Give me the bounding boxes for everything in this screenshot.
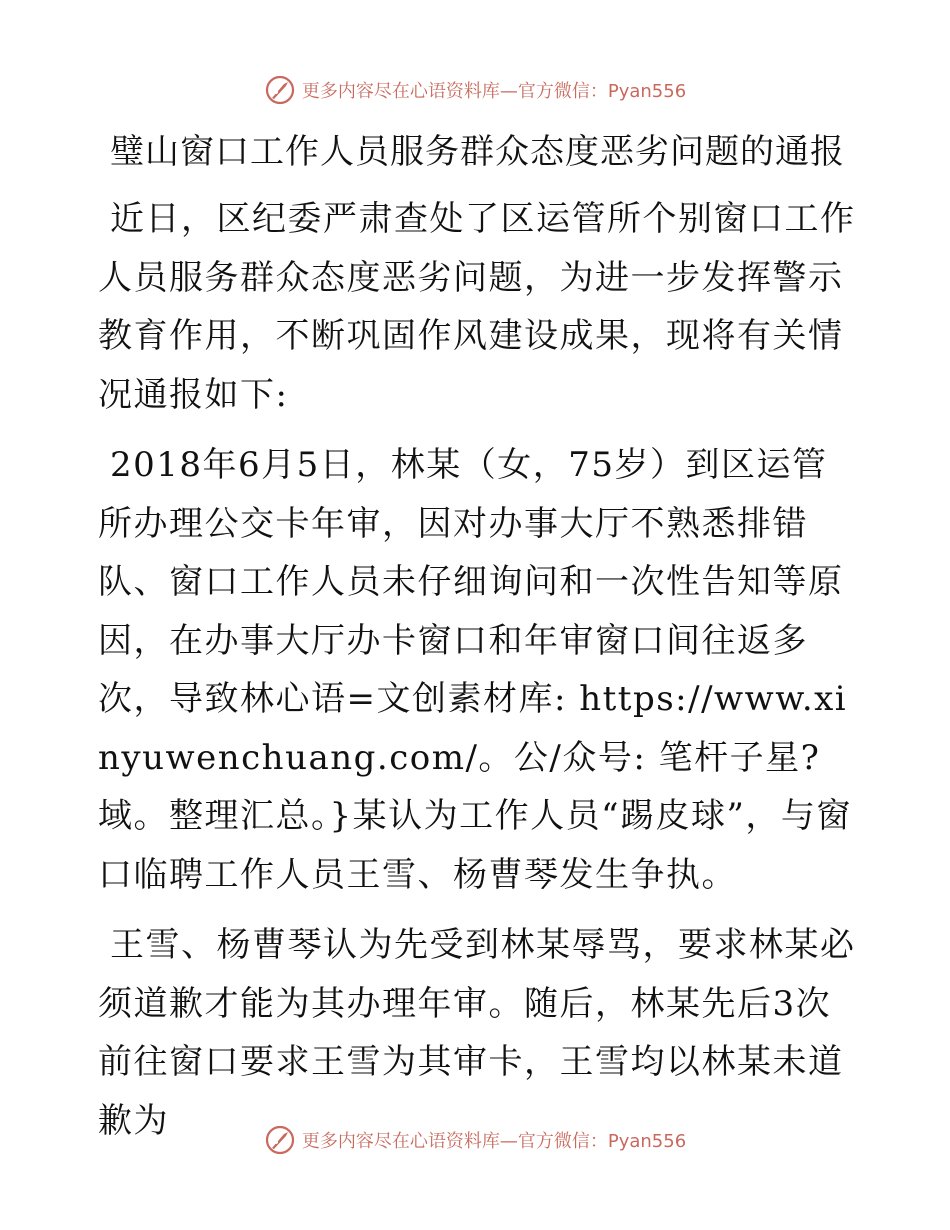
paragraph-text: 近日，区纪委严肃查处了区运管所个别窗口工作人员服务群众态度恶劣问题，为进一步发挥警示教育作用，不断巩固作风建设成果，现将有关情况通报如下: (98, 199, 856, 415)
paragraph (98, 436, 858, 904)
quill-seal-icon (264, 1124, 296, 1156)
document-title: 璧山窗口工作人员服务群众态度恶劣问题的通报 (110, 132, 845, 172)
banner-text: 更多内容尽在心语资料库—官方微信：Pyan556 (301, 1131, 687, 1152)
banner-text: 更多内容尽在心语资料库—官方微信：Pyan556 (301, 81, 687, 102)
header-banner (0, 70, 950, 110)
document-body (98, 190, 858, 1162)
paragraph-text: 2018年6月5日，林某（女，75岁）到区运管所办理公交卡年审，因对办事大厅不熟悉排错队、窗口工作人员未仔细询问和一次性告知等原因，在办事大厅办卡窗口和年审窗口间往返多次，导致林心语=文创素材库: https://www.xinyuwenchuang.com/。公/众号: 笔杆子星?域。整理汇总。}某认为工作人员“踢皮球”，与窗口临聘工作人员王雪、杨曹琴发生争执。 (98, 445, 852, 895)
footer-banner (0, 1120, 950, 1160)
paragraph (98, 190, 858, 424)
quill-seal-icon (264, 74, 296, 106)
paragraph (98, 916, 858, 1150)
paragraph-text: 王雪、杨曹琴认为先受到林某辱骂，要求林某必须道歉才能为其办理年审。随后，林某先后3次前往窗口要求王雪为其审卡，王雪均以林某未道歉为 (98, 925, 856, 1141)
